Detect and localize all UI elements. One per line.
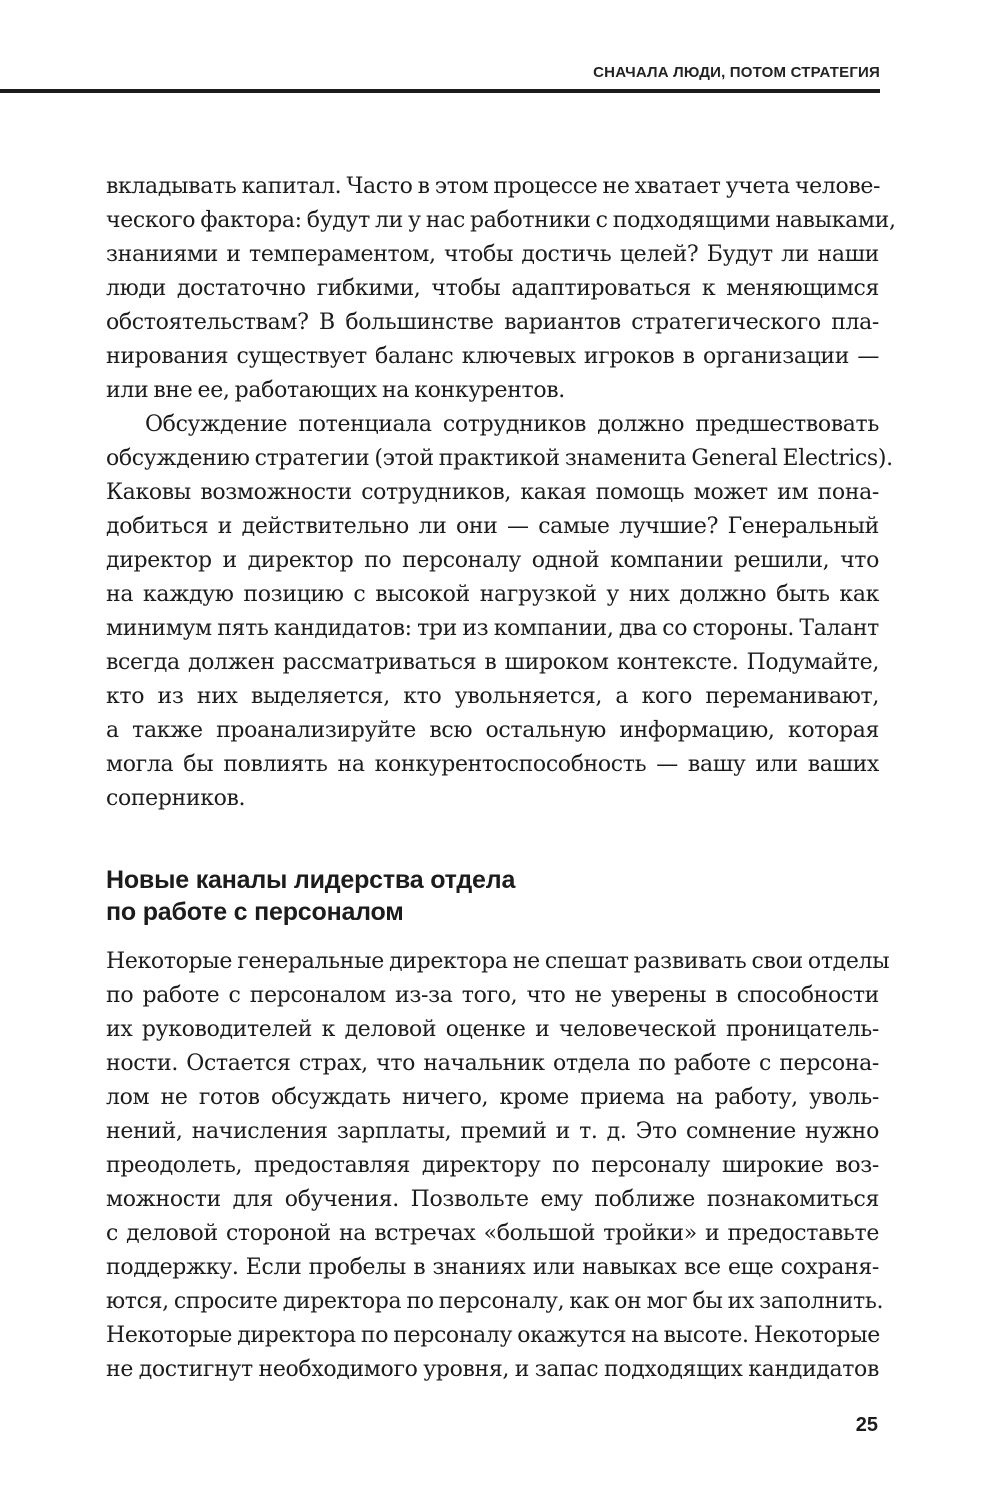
text-line: обстоятельствам? В большинстве вариантов стратегического пла- <box>106 310 879 335</box>
text-line: Обсуждение потенциала сотрудников должно предшествовать <box>145 412 879 437</box>
text-line: а также проанализируйте всю остальную информацию, которая <box>106 718 879 743</box>
section-heading-line: по работе с персоналом <box>106 898 404 926</box>
text-line: по работе с персоналом из-за того, что не уверены в способности <box>106 983 879 1008</box>
text-line: их руководителей к деловой оценке и человеческой проницатель- <box>106 1017 879 1042</box>
text-line: ческого фактора: будут ли у нас работники с подходящими навыками, <box>106 208 896 233</box>
text-line: могла бы повлиять на конкурентоспособность — вашу или ваших <box>106 752 879 777</box>
text-line: с деловой стороной на встречах «большой тройки» и предоставьте <box>106 1221 879 1246</box>
text-line: Некоторые директора по персоналу окажутся на высоте. Некоторые <box>106 1323 880 1348</box>
text-line: не достигнут необходимого уровня, и запас подходящих кандидатов <box>106 1357 879 1382</box>
paragraph-3 <box>106 945 890 1387</box>
page-number: 25 <box>855 1414 878 1436</box>
text-line: на каждую позицию с высокой нагрузкой у них должно быть как <box>106 582 879 607</box>
text-line: ности. Остается страх, что начальник отдела по работе с персона- <box>106 1051 879 1076</box>
running-head: СНАЧАЛА ЛЮДИ, ПОТОМ СТРАТЕГИЯ <box>593 64 880 81</box>
text-line: преодолеть, предоставляя директору по персоналу широкие воз- <box>106 1153 879 1178</box>
text-line: обсуждению стратегии (этой практикой знаменита General Electrics). <box>106 446 893 471</box>
text-line: Некоторые генеральные директора не спешат развивать свои отделы <box>106 949 890 974</box>
text-line: вкладывать капитал. Часто в этом процессе не хватает учета челове- <box>106 174 881 199</box>
text-line: минимум пять кандидатов: три из компании, два со стороны. Талант <box>106 616 879 641</box>
section-heading-line: Новые каналы лидерства отдела <box>106 866 516 894</box>
text-line: кто из них выделяется, кто увольняется, а кого переманивают, <box>106 684 879 709</box>
text-line: лом не готов обсуждать ничего, кроме приема на работу, уволь- <box>106 1085 879 1110</box>
text-line: всегда должен рассматриваться в широком контексте. Подумайте, <box>106 650 879 675</box>
text-line: ются, спросите директора по персоналу, как он мог бы их заполнить. <box>106 1289 884 1314</box>
text-line: люди достаточно гибкими, чтобы адаптироваться к меняющимся <box>106 276 879 301</box>
text-line: знаниями и темпераментом, чтобы достичь целей? Будут ли наши <box>106 242 879 267</box>
paragraph-2 <box>106 408 893 816</box>
text-line: соперников. <box>106 786 246 811</box>
text-line: нирования существует баланс ключевых игроков в организации — <box>106 344 879 369</box>
header-rule <box>0 89 880 93</box>
text-line: Каковы возможности сотрудников, какая помощь может им пона- <box>106 480 879 505</box>
text-line: можности для обучения. Позвольте ему поближе познакомиться <box>106 1187 879 1212</box>
page-body <box>106 170 896 1387</box>
section-heading <box>106 864 879 928</box>
paragraph-1 <box>106 170 896 408</box>
text-line: или вне ее, работающих на конкурентов. <box>106 378 565 403</box>
text-line: поддержку. Если пробелы в знаниях или навыках все еще сохраня- <box>106 1255 879 1280</box>
text-line: добиться и действительно ли они — самые лучшие? Генеральный <box>106 514 879 539</box>
text-line: нений, начисления зарплаты, премий и т. д. Это сомнение нужно <box>106 1119 879 1144</box>
text-line: директор и директор по персоналу одной компании решили, что <box>106 548 879 573</box>
